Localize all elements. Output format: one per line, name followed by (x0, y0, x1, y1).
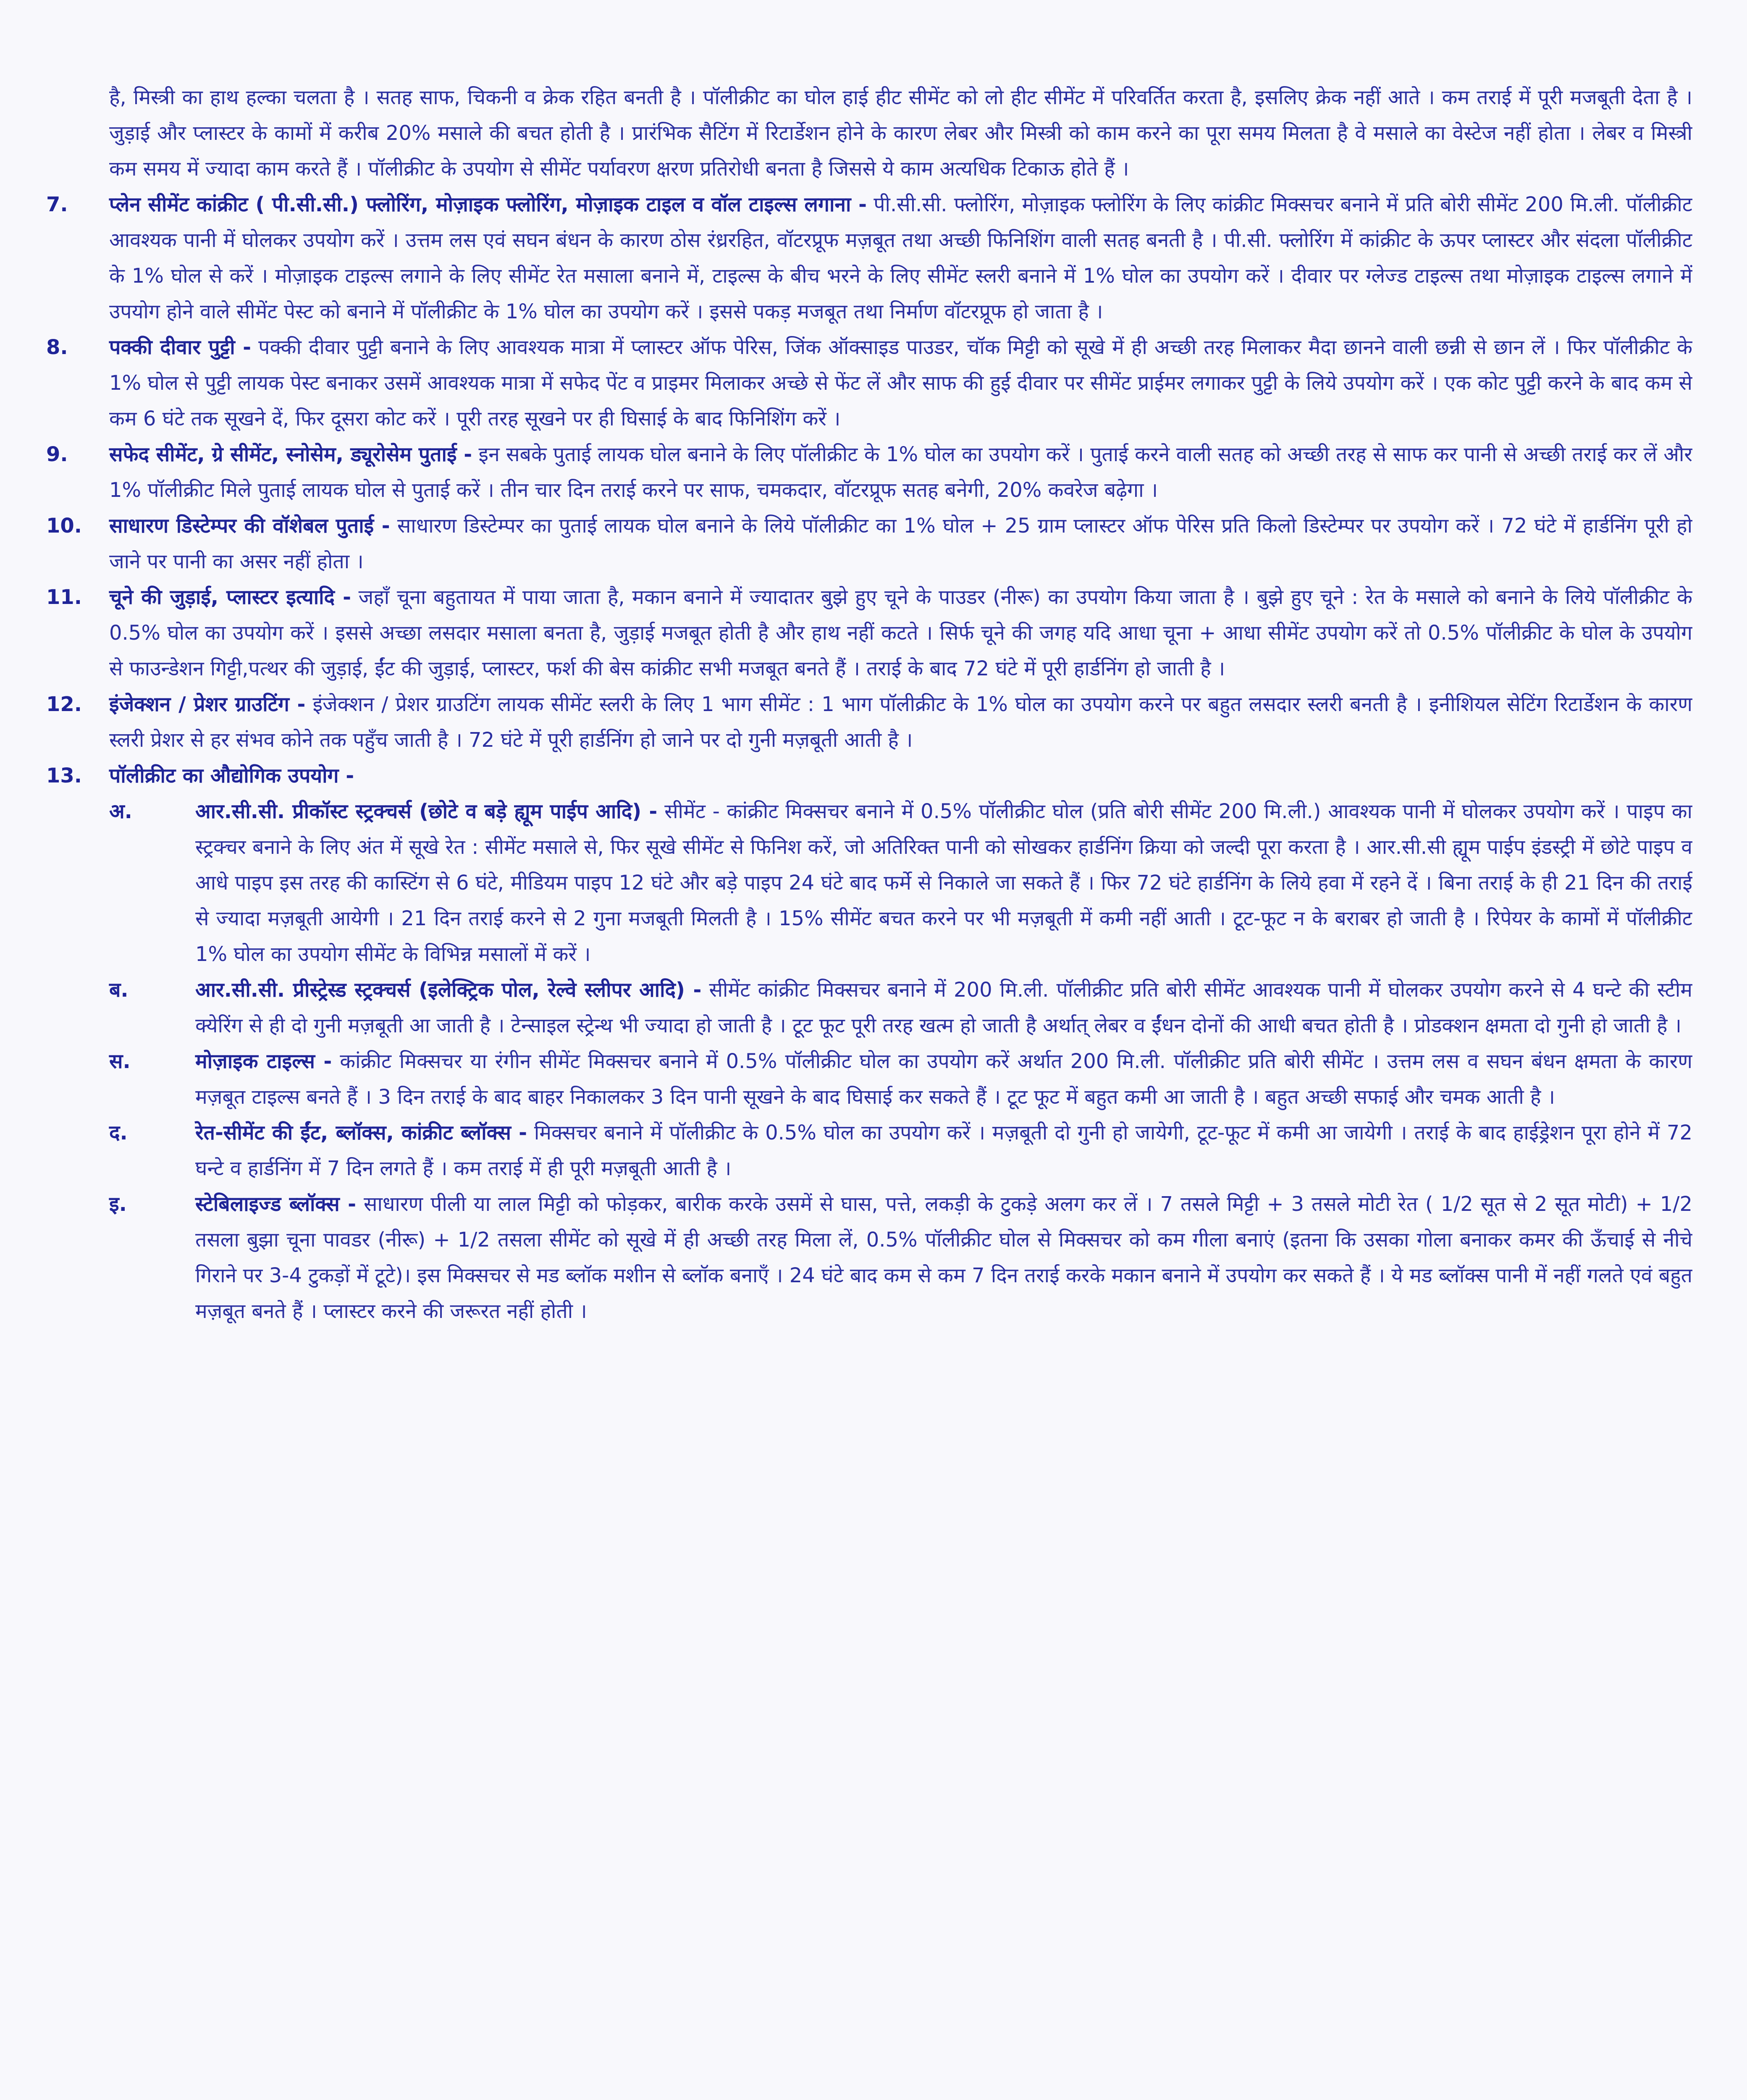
sub-item-title: आर.सी.सी. प्रीकॉस्ट स्ट्रक्चर्स (छोटे व बड़े ह्यूम पाईप आदि) - (195, 800, 658, 823)
sub-item-title: रेत-सीमेंट की ईंट, ब्लॉक्स, कांक्रीट ब्लॉक्स - (195, 1121, 527, 1144)
sub-item-number: स. (109, 1050, 131, 1073)
sub-item-a (46, 794, 1692, 972)
item-text: इंजेक्शन / प्रेशर ग्राउटिंग लायक सीमेंट स्लरी के लिए 1 भाग सीमेंट : 1 भाग पॉलीक्रीट के 1% घोल का उपयोग करने पर बहुत लसदार स्लरी बनती है । इनीशियल सेटिंग रिटार्डेशन के कारण स्लरी प्रेशर से हर संभव कोने तक पहुँच जाती है । 72 घंटे में पूरी हार्डनिंग हो जाने पर दो गुनी मज़बूती आती है । (109, 693, 1692, 752)
sub-item-number: इ. (109, 1192, 127, 1216)
item-title: पक्की दीवार पुट्टी - (109, 336, 252, 359)
item-text: साधारण डिस्टेम्पर का पुताई लायक घोल बनाने के लिये पॉलीक्रीट का 1% घोल + 25 ग्राम प्लास्टर ऑफ पेरिस प्रति किलो डिस्टेम्पर पर उपयोग करें । 72 घंटे में हार्डनिंग पूरी हो जाने पर पानी का असर नहीं होता । (109, 514, 1692, 573)
item-title: पॉलीक्रीट का औद्योगिक उपयोग - (109, 764, 354, 788)
list-item-11 (46, 580, 1692, 687)
sub-item-title: मोज़ाइक टाइल्स - (195, 1050, 332, 1073)
item-text: इन सबके पुताई लायक घोल बनाने के लिए पॉलीक्रीट के 1% घोल का उपयोग करें । पुताई करने वाली सतह को अच्छी तरह से साफ कर पानी से अच्छी तराई कर लें और 1% पॉलीक्रीट मिले पुताई लायक घोल से पुताई करें । तीन चार दिन तराई करने पर साफ, चमकदार, वॉटरप्रूफ सतह बनेगी, 20% कवरेज बढ़ेगा । (109, 443, 1692, 502)
intro-paragraph: है, मिस्त्री का हाथ हल्का चलता है । सतह साफ, चिकनी व क्रेक रहित बनती है । पॉलीक्रीट का घोल हाई हीट सीमेंट को लो हीट सीमेंट में परिवर्तित करता है, इसलिए क्रेक नहीं आते । कम तराई में पूरी मजबूती देता है । जुड़ाई और प्लास्टर के कामों में करीब 20% मसाले की बचत होती है । प्रारंभिक सैटिंग में रिटार्डेशन होने के कारण लेबर और मिस्त्री को काम करने का पूरा समय मिलता है वे मसाले का वेस्टेज नहीं होता । लेबर व मिस्त्री कम समय में ज्यादा काम करते हैं । पॉलीक्रीट के उपयोग से सीमेंट पर्यावरण क्षरण प्रतिरोधी बनता है जिससे ये काम अत्यधिक टिकाऊ होते हैं । (109, 86, 1692, 181)
list-item-8 (46, 330, 1692, 437)
item-title: प्लेन सीमेंट कांक्रीट ( पी.सी.सी.) फ्लोरिंग, मोज़ाइक फ्लोरिंग, मोज़ाइक टाइल व वॉल टाइल्स लगाना - (109, 193, 867, 216)
item-title: इंजेक्शन / प्रेशर ग्राउटिंग - (109, 693, 306, 716)
item-number: 7. (46, 193, 68, 216)
sub-item-text: सीमेंट - कांक्रीट मिक्सचर बनाने में 0.5% पॉलीक्रीट घोल (प्रति बोरी सीमेंट 200 मि.ली.) आवश्यक पानी में घोलकर उपयोग करें । पाइप का स्ट्रक्चर बनाने के लिए अंत में सूखे रेत : सीमेंट मसाले से, फिर सूखे सीमेंट से फिनिश करें, जो अतिरिक्त पानी को सोखकर हार्डनिंग क्रिया को जल्दी पूरा करता है । आर.सी.सी ह्यूम पाईप इंडस्ट्री में छोटे पाइप व आधे पाइप इस तरह की कास्टिंग से 6 घंटे, मीडियम पाइप 12 घंटे और बड़े पाइप 24 घंटे बाद फर्मे से निकाले जा सकते हैं । फिर 72 घंटे हार्डनिंग के लिये हवा में रहने दें । बिना तराई के ही 21 दिन की तराई से ज्यादा मज़बूती आयेगी । 21 दिन तराई करने से 2 गुना मजबूती मिलती है । 15% सीमेंट बचत करने पर भी मज़बूती में कमी नहीं आती । टूट-फूट न के बराबर हो जाती है । रिपेयर के कामों में पॉलीक्रीट 1% घोल का उपयोग सीमेंट के विभिन्न मसालों में करें । (195, 800, 1692, 966)
item-number: 8. (46, 336, 68, 359)
sub-item-text: मिक्सचर बनाने में पॉलीक्रीट के 0.5% घोल का उपयोग करें । मज़बूती दो गुनी हो जायेगी, टूट-फूट में कमी आ जायेगी । तराई के बाद हाईड्रेशन पूरा होने में 72 घन्टे व हार्डनिंग में 7 दिन लगते हैं । कम तराई में ही पूरी मज़बूती आती है । (195, 1121, 1692, 1180)
item-number: 12. (46, 693, 82, 716)
item-text: पक्की दीवार पुट्टी बनाने के लिए आवश्यक मात्रा में प्लास्टर ऑफ पेरिस, जिंक ऑक्साइड पाउडर, चॉक मिट्टी को सूखे में ही अच्छी तरह मिलाकर मैदा छानने वाली छन्नी से छान लें । फिर पॉलीक्रीट के 1% घोल से पुट्टी लायक पेस्ट बनाकर उसमें आवश्यक मात्रा में सफेद पेंट व प्राइमर मिलाकर अच्छे से फेंट लें और साफ की हुई दीवार पर सीमेंट प्राईमर लगाकर पुट्टी के लिये उपयोग करें । एक कोट पुट्टी करने के बाद कम से कम 6 घंटे तक सूखने दें, फिर दूसरा कोट करें । पूरी तरह सूखने पर ही घिसाई के बाद फिनिशिंग करें । (109, 336, 1692, 430)
item-text: पी.सी.सी. फ्लोरिंग, मोज़ाइक फ्लोरिंग के लिए कांक्रीट मिक्सचर बनाने में प्रति बोरी सीमेंट 200 मि.ली. पॉलीक्रीट आवश्यक पानी में घोलकर उपयोग करें । उत्तम लस एवं सघन बंधन के कारण ठोस रंध्ररहित, वॉटरप्रूफ मज़बूत तथा अच्छी फिनिशिंग वाली सतह बनती है । पी.सी. फ्लोरिंग में कांक्रीट के ऊपर प्लास्टर और संदला पॉलीक्रीट के 1% घोल से करें । मोज़ाइक टाइल्स लगाने के लिए सीमेंट रेत मसाला बनाने में, टाइल्स के बीच भरने के लिए सीमेंट स्लरी बनाने में 1% घोल का उपयोग करें । दीवार पर ग्लेज्ड टाइल्स तथा मोज़ाइक टाइल्स लगाने में उपयोग होने वाले सीमेंट पेस्ट को बनाने में पॉलीक्रीट के 1% घोल का उपयोग करें । इससे पकड़ मजबूत तथा निर्माण वॉटरप्रूफ हो जाता है । (109, 193, 1692, 323)
sub-item-c (46, 1044, 1692, 1115)
sub-item-number: द. (109, 1121, 128, 1144)
list-item-9 (46, 437, 1692, 508)
sub-item-d (46, 1115, 1692, 1186)
item-number: 10. (46, 514, 82, 538)
list-item-7 (46, 187, 1692, 330)
item-title: साधारण डिस्टेम्पर की वॉशेबल पुताई - (109, 514, 390, 538)
sub-item-text: सीमेंट कांक्रीट मिक्सचर बनाने में 200 मि.ली. पॉलीक्रीट प्रति बोरी सीमेंट आवश्यक पानी में घोलकर उपयोग करने से 4 घन्टे की स्टीम क्येरिंग से ही दो गुनी मज़बूती आ जाती है । टेन्साइल स्ट्रेन्थ भी ज्यादा हो जाती है । टूट फूट पूरी तरह खत्म हो जाती है अर्थात् लेबर व ईंधन दोनों की आधी बचत होती है । प्रोडक्शन क्षमता दो गुनी हो जाती है । (195, 978, 1692, 1037)
list-item-13 (46, 758, 1692, 794)
item-text: जहाँ चूना बहुतायत में पाया जाता है, मकान बनाने में ज्यादातर बुझे हुए चूने के पाउडर (नीरू) का उपयोग किया जाता है । बुझे हुए चूने : रेत के मसाले को बनाने के लिये पॉलीक्रीट के 0.5% घोल का उपयोग करें । इससे अच्छा लसदार मसाला बनता है, जुड़ाई मजबूत होती है और हाथ नहीं कटते । सिर्फ चूने की जगह यदि आधा चूना + आधा सीमेंट उपयोग करें तो 0.5% पॉलीक्रीट के घोल के उपयोग से फाउन्डेशन गिट्टी,पत्थर की जुड़ाई, ईंट की जुड़ाई, प्लास्टर, फर्श की बेस कांक्रीट सभी मजबूत बनते हैं । तराई के बाद 72 घंटे में पूरी हार्डनिंग हो जाती है । (109, 585, 1692, 680)
list-item-10 (46, 508, 1692, 580)
item-number: 11. (46, 585, 82, 609)
sub-item-number: अ. (109, 800, 132, 823)
sub-item-b (46, 972, 1692, 1044)
sub-item-text: साधारण पीली या लाल मिट्टी को फोड़कर, बारीक करके उसमें से घास, पत्ते, लकड़ी के टुकड़े अलग कर लें । 7 तसले मिट्टी + 3 तसले मोटी रेत ( 1/2 सूत से 2 सूत मोटी) + 1/2 तसला बुझा चूना पावडर (नीरू) + 1/2 तसला सीमेंट को सूखे में ही अच्छी तरह मिला लें, 0.5% पॉलीक्रीट घोल से मिक्सचर को कम गीला बनाएं (इतना कि उसका गोला बनाकर कमर की ऊँचाई से नीचे गिराने पर 3-4 टुकड़ों में टूटे)। इस मिक्सचर से मड ब्लॉक मशीन से ब्लॉक बनाएँ । 24 घंटे बाद कम से कम 7 दिन तराई करके मकान बनाने में उपयोग कर सकते हैं । ये मड ब्लॉक्स पानी में नहीं गलते एवं बहुत मज़बूत बनते हैं । प्लास्टर करने की जरूरत नहीं होती । (195, 1192, 1692, 1323)
sub-item-title: आर.सी.सी. प्रीस्ट्रेस्ड स्ट्रक्चर्स (इलेक्ट्रिक पोल, रेल्वे स्लीपर आदि) - (195, 978, 702, 1002)
list-item-12 (46, 687, 1692, 758)
sub-item-number: ब. (109, 978, 129, 1002)
sub-item-text: कांक्रीट मिक्सचर या रंगीन सीमेंट मिक्सचर बनाने में 0.5% पॉलीक्रीट घोल का उपयोग करें अर्थात 200 मि.ली. पॉलीक्रीट प्रति बोरी सीमेंट । उत्तम लस व सघन बंधन क्षमता के कारण मज़बूत टाइल्स बनते हैं । 3 दिन तराई के बाद बाहर निकालकर 3 दिन पानी सूखने के बाद घिसाई कर सकते हैं । टूट फूट में बहुत कमी आ जाती है । बहुत अच्छी सफाई और चमक आती है । (195, 1050, 1692, 1109)
document-body (46, 80, 1692, 2100)
item-number: 9. (46, 443, 68, 466)
item-number: 13. (46, 764, 82, 788)
sub-item-e (46, 1186, 1692, 1329)
item-title: सफेद सीमेंट, ग्रे सीमेंट, स्नोसेम, ड्यूरोसेम पुताई - (109, 443, 472, 466)
sub-item-title: स्टेबिलाइज्ड ब्लॉक्स - (195, 1192, 357, 1216)
item-title: चूने की जुड़ाई, प्लास्टर इत्यादि - (109, 585, 351, 609)
